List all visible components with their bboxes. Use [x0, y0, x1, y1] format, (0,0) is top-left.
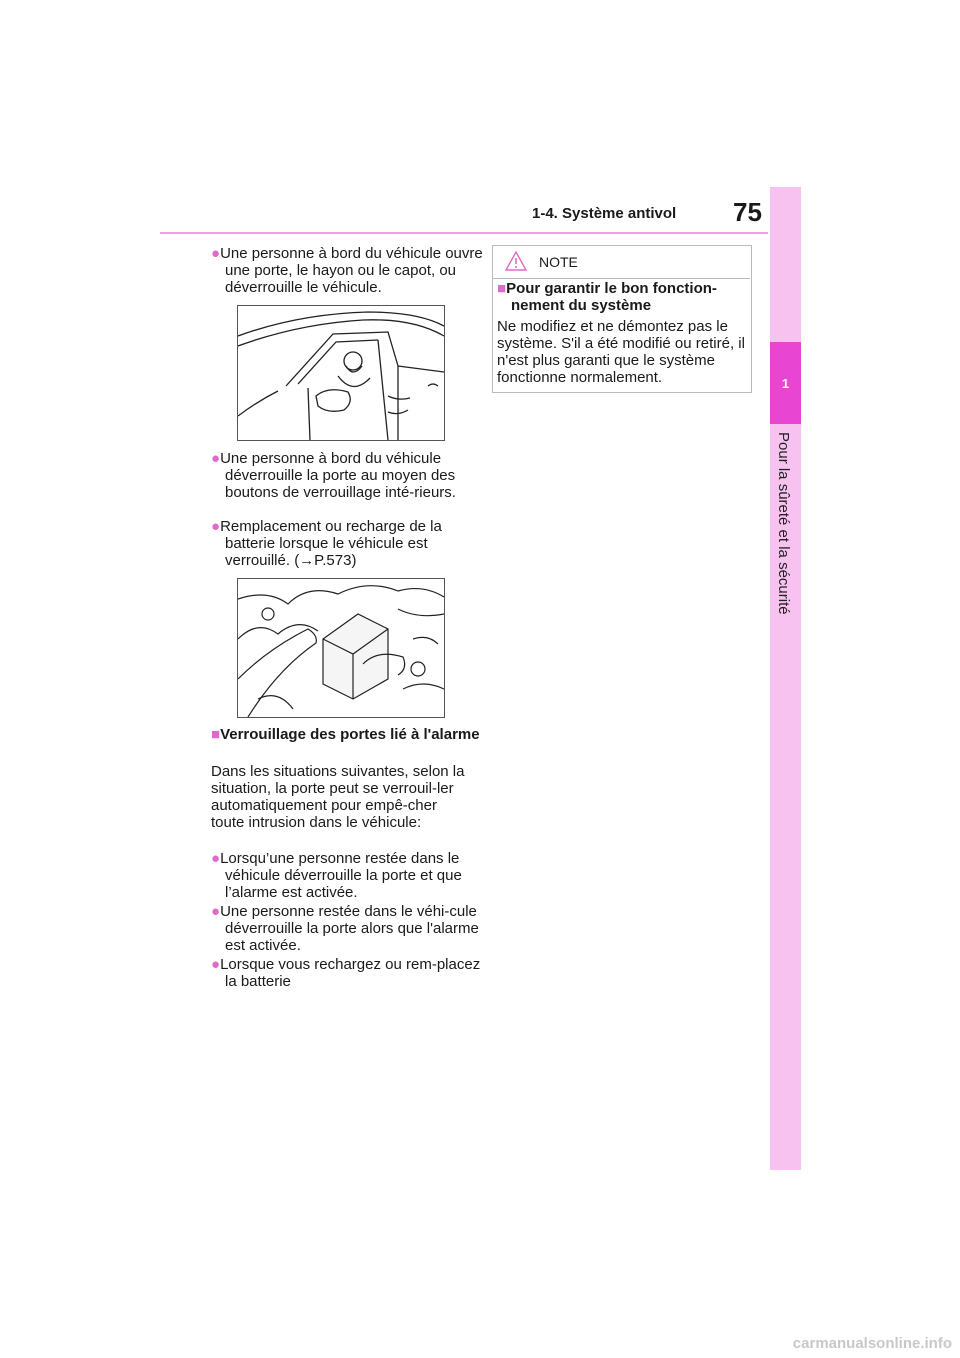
bullet-text: Lorsque vous rechargez ou rem-placez la batterie — [220, 956, 481, 990]
watermark: carmanualsonline.info — [792, 1335, 952, 1352]
bullet-text: Remplacement ou recharge de la batterie lorsque le véhicule est verrouillé. (→P.573) — [220, 518, 442, 569]
car-door-illustration — [237, 305, 445, 441]
bullet-dot-icon: ● — [211, 518, 221, 535]
note-subtitle — [497, 280, 761, 314]
bullet-item — [211, 850, 485, 901]
chapter-title: Pour la sûreté et la sécurité — [775, 432, 792, 615]
bullet-item — [211, 956, 485, 990]
note-subtitle-text: Pour garantir le bon fonction-nement du système — [506, 280, 717, 314]
bullet-item — [211, 903, 485, 954]
bullet-dot-icon: ● — [211, 850, 221, 867]
bullet-text: Une personne à bord du véhicule déverrouille la porte au moyen des boutons de verrouillage inté-rieurs. — [220, 450, 456, 501]
bullet-item — [211, 450, 485, 501]
bullet-item — [211, 518, 485, 569]
header-rule — [160, 232, 768, 234]
chapter-side-tab — [770, 187, 801, 1170]
subsection-title-text: Verrouillage des portes lié à l'alarme — [220, 726, 480, 743]
subsection-title — [211, 726, 485, 743]
bullet-item — [211, 245, 485, 296]
bullet-dot-icon: ● — [211, 450, 221, 467]
body-paragraph: Dans les situations suivantes, selon la situation, la porte peut se verrouil-ler automatiquement pour empê-cher toute intrusion dans le véhicule: — [211, 763, 465, 831]
chapter-number: 1 — [781, 376, 790, 391]
square-bullet-icon: ■ — [497, 280, 507, 297]
bullet-dot-icon: ● — [211, 903, 221, 920]
bullet-text: Lorsqu’une personne restée dans le véhicule déverrouille la porte et que l’alarme est activée. — [220, 850, 462, 901]
section-title: 1-4. Système antivol — [532, 205, 677, 222]
note-header — [493, 246, 750, 279]
bullet-text: Une personne restée dans le véhi-cule déverrouille la porte alors que l'alarme est activée. — [220, 903, 479, 954]
square-bullet-icon: ■ — [211, 726, 221, 743]
engine-bay-drawing — [238, 579, 444, 717]
battery-illustration — [237, 578, 445, 718]
bullet-text: Une personne à bord du véhicule ouvre une porte, le hayon ou le capot, ou déverrouille le véhicule. — [220, 245, 483, 296]
bullet-dot-icon: ● — [211, 956, 221, 973]
warning-triangle-icon — [505, 251, 527, 276]
bullet-dot-icon: ● — [211, 245, 221, 262]
car-door-drawing — [238, 306, 444, 440]
note-body: Ne modifiez et ne démontez pas le système. S'il a été modifié ou retiré, il n'est plus garanti que le système fonctionne normalement. — [497, 318, 745, 386]
warning-triangle-drawing — [505, 251, 527, 271]
page-number: 75 — [733, 197, 762, 227]
note-label: NOTE — [539, 254, 578, 270]
